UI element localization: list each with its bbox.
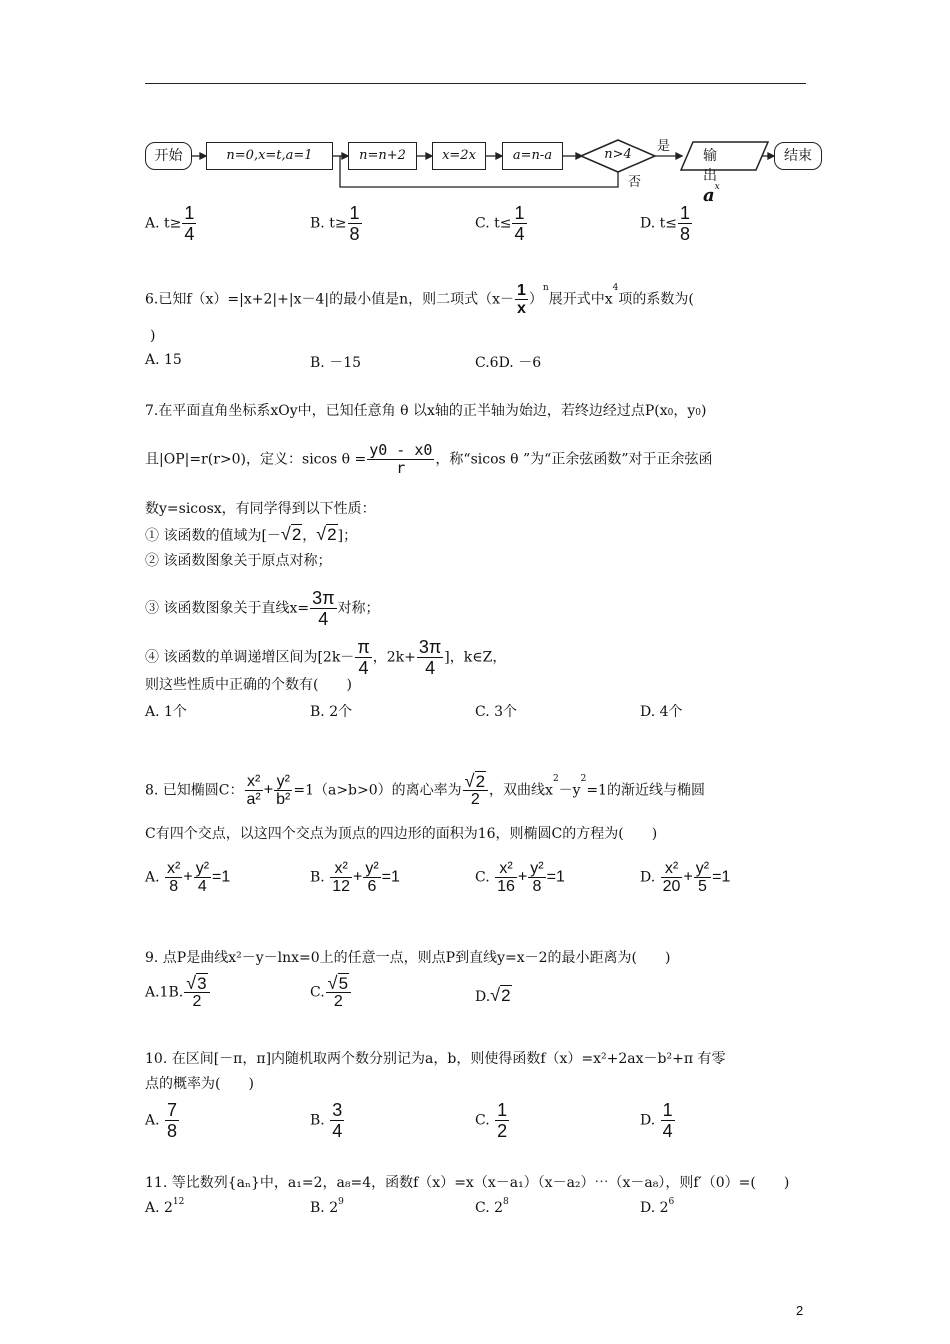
flow-yes-label: 是 [657, 139, 671, 154]
flow-output-expr: a [703, 185, 715, 206]
q9-c-root: 5 [338, 974, 349, 993]
q8-a-d2: 4 [197, 878, 207, 895]
q8-a2: a² [246, 791, 261, 808]
q11-a-label: A. 2 [145, 1200, 173, 1216]
q6-text4: 项的系数为( [618, 291, 694, 308]
q8-c-label: C. [475, 869, 490, 886]
q7-prop2: ② 该函数图象关于原点对称； [145, 553, 332, 569]
q7-p4-d2: 4 [425, 658, 436, 678]
q8-b-d2: 6 [367, 878, 377, 895]
flow-init: n=0,x=t,a=1 [206, 142, 333, 170]
q6-frac-num: 1 [517, 282, 526, 299]
q8-option-a: A. $\frac{\text{x²}}{8}$ + $\frac{\text{y²}}{4}$ =1 [145, 860, 231, 895]
q7-sqrt2: √2 [316, 524, 337, 544]
q8-d-label: D. [640, 869, 656, 886]
q7-p1a: ① 该函数的值域为[－ [145, 528, 281, 544]
q6-text3: 展开式中x [548, 291, 613, 308]
q8-a-label: A. [145, 869, 160, 886]
q7-p3-frac [310, 588, 336, 629]
q7-p4b: ，2k+ [372, 649, 416, 666]
q11-d-sup: 6 [668, 1197, 675, 1207]
q9-c-den: 2 [333, 993, 343, 1010]
q6-option-cd: C.6D. －6 [475, 355, 542, 371]
q10-b-label: B. [310, 1112, 325, 1129]
q7-frac-num: y0 - x0 [369, 441, 433, 459]
q7-p4-n1: π [357, 637, 370, 657]
q10-a-label: A. [145, 1112, 160, 1129]
q10-option-b [310, 1100, 345, 1141]
q7-sqrt1: √2 [280, 524, 302, 544]
q8-e-frac [463, 773, 488, 808]
q5-d-den: 8 [679, 224, 690, 244]
q7-p4-d1: 4 [358, 658, 369, 678]
q5-a-frac [182, 203, 196, 244]
q8-c-eq: =1 [546, 868, 565, 886]
q9-d-label: D. [475, 989, 491, 1005]
q11-a-sup: 12 [172, 1197, 185, 1207]
q5-c-label: C. t≤ [475, 215, 512, 232]
q8-e-num-val: 2 [475, 772, 486, 791]
q8-line2: C有四个交点，以这四个交点为顶点的四边形的面积为16，则椭圆C的方程为( ) [145, 826, 658, 842]
q7-l1c: ) [701, 403, 707, 419]
q7-line3: 数y=sicosx，有同学得到以下性质： [145, 501, 376, 517]
q7-option-c: C. 3个 [475, 704, 518, 720]
header-rule [145, 83, 806, 84]
q10-option-c [475, 1100, 510, 1141]
q11-option-b [310, 1197, 344, 1216]
q7-option-a: A. 1个 [145, 704, 187, 720]
q10-c-label: C. [475, 1112, 490, 1129]
q5-d-label: D. t≤ [640, 215, 677, 232]
q7-l2b: ，称“sicos θ ”为“正余弦函数”对于正余弦函 [435, 451, 713, 468]
q7-p3-num: 3π [312, 588, 335, 608]
q9-d-root: 2 [501, 986, 511, 1005]
flow-output-sup: x [714, 182, 720, 192]
q7-l1a: 7.在平面直角坐标系xOy中，已知任意角 θ 以x轴的正半轴为始边，若终边经过点P(x [145, 403, 668, 419]
q8-option-d: D. $\frac{\text{x²}}{20}$ + $\frac{\text{y²}}{5}$ =1 [640, 860, 731, 895]
q9-b-num: √3 [184, 975, 209, 993]
q6-option-b: B. －15 [310, 355, 362, 371]
q7-p4c: ]，k∈Z， [444, 649, 507, 666]
q10-option-a [145, 1100, 180, 1141]
q8-a-xfrac [165, 860, 182, 895]
q8-e-num: √2 [463, 773, 488, 791]
q9-b-frac [184, 975, 209, 1010]
q8-l1d: －y [558, 782, 581, 799]
q9-stem: 9. 点P是曲线x²－y－lnx=0上的任意一点，则点P到直线y=x－2的最小距离为( ) [145, 950, 671, 966]
q8-a-d1: 8 [169, 878, 179, 895]
q10-c-frac [495, 1100, 509, 1141]
q7-p1c: ]； [337, 528, 358, 544]
q8-a-y2: y² [195, 860, 210, 877]
q8-a-eq: =1 [212, 868, 231, 886]
q8-x-frac [245, 773, 263, 808]
q8-x2: x² [245, 773, 263, 791]
q11-b-sup: 9 [338, 1197, 344, 1207]
q5-c-frac [512, 203, 526, 244]
q8-l1e: =1的渐近线与椭圆 [586, 782, 705, 799]
q7-prop4 [145, 637, 506, 678]
q7-option-d: D. 4个 [640, 704, 683, 720]
q10-a-frac [165, 1100, 179, 1141]
flow-output-label: 输出 [703, 148, 717, 184]
q8-e-den: 2 [470, 791, 480, 808]
q9-option-ab [145, 975, 211, 1010]
q9-c-frac [326, 975, 351, 1010]
q9-d-sqrt: √2 [490, 985, 511, 1005]
q10-a-den: 8 [167, 1121, 178, 1141]
q11-option-d [640, 1197, 675, 1216]
flow-output [703, 145, 720, 206]
q8-sup2b: 2 [580, 774, 587, 784]
q7-option-b: B. 2个 [310, 704, 353, 720]
q6-text1: 6.已知f（x）=|x+2|+|x－4|的最小值是n，则二项式（x－ [145, 291, 515, 308]
q8-d-eq: =1 [712, 868, 731, 886]
q8-c-d2: 8 [532, 878, 542, 895]
q8-c-x2: x² [495, 860, 517, 878]
q10-option-d [640, 1100, 676, 1141]
q6-frac [515, 282, 528, 317]
q5-a-num: 1 [184, 203, 195, 223]
q6-sup-n: n [542, 283, 549, 293]
q6-sup4: 4 [612, 283, 619, 293]
q10-line2: 点的概率为( ) [145, 1076, 254, 1092]
q7-line2 [145, 442, 712, 477]
q8-b-xfrac [330, 860, 352, 895]
q7-p3-den: 4 [318, 609, 329, 629]
q8-b-d1: 12 [332, 878, 350, 895]
q9-option-c [310, 975, 352, 1010]
q10-a-num: 7 [167, 1100, 178, 1120]
q8-d-d2: 5 [697, 878, 707, 895]
q8-l1a: 8. 已知椭圆C： [145, 782, 244, 799]
q7-l1b: ，y [673, 403, 696, 419]
q8-l1c: ，双曲线x [489, 782, 553, 799]
flow-step-n: n=n+2 [348, 142, 417, 170]
q8-c-d1: 16 [497, 878, 515, 895]
page-number: 2 [796, 1303, 804, 1318]
q7-frac-den: r [396, 459, 406, 477]
flow-step-x: x=2x [432, 142, 486, 170]
q8-b-yfrac [363, 860, 380, 895]
q11-d-label: D. 2 [640, 1200, 669, 1216]
q10-d-label: D. [640, 1112, 656, 1129]
q11-b-label: B. 2 [310, 1200, 339, 1216]
q7-prop3 [145, 588, 380, 629]
q5-b-label: B. t≥ [310, 215, 347, 232]
q11-c-sup: 8 [503, 1197, 509, 1207]
q10-b-den: 4 [332, 1121, 343, 1141]
q10-b-frac [330, 1100, 344, 1141]
q7-p3b: 对称； [337, 600, 380, 617]
q8-a-yfrac [194, 860, 211, 895]
q8-a-x2: x² [167, 860, 181, 877]
q8-d-yfrac [694, 860, 711, 895]
q7-p1b: ， [302, 528, 317, 544]
q7-line4: 则这些性质中正确的个数有( ) [145, 677, 352, 693]
q9-b-den: 2 [192, 993, 202, 1010]
q7-p4-frac2 [417, 637, 443, 678]
q8-y2: y² [274, 773, 292, 791]
q11-option-c [475, 1197, 509, 1216]
q7-sqrt1-val: 2 [291, 525, 302, 544]
q7-sub0: 0 [667, 408, 674, 418]
q11-stem: 11. 等比数列{aₙ}中，a₁=2，a₈=4，函数f（x）=x（x－a₁）（x－a₂）⋯（x－a₈），则f′（0）=( ) [145, 1175, 790, 1191]
q8-sup2a: 2 [552, 774, 559, 784]
q5-b-frac [348, 203, 362, 244]
q8-c-y2: y² [530, 860, 544, 877]
q9-option-d [475, 985, 512, 1006]
q6-close: ) [150, 328, 156, 344]
q5-option-a [145, 203, 197, 244]
q6-option-a: A. 15 [145, 352, 182, 368]
q8-d-xfrac [661, 860, 683, 895]
q10-line1: 10. 在区间[－π，π]内随机取两个数分别记为a，b，则使得函数f（x）=x²+2ax－b²+π 有零 [145, 1051, 726, 1067]
q5-c-num: 1 [514, 203, 525, 223]
q7-sub0b: 0 [695, 408, 702, 418]
q8-d-x2: x² [661, 860, 683, 878]
q8-b-x2: x² [330, 860, 352, 878]
q9-b-root: 3 [197, 974, 207, 993]
q8-d-y2: y² [695, 860, 710, 877]
q10-d-frac [661, 1100, 675, 1141]
flow-end: 结束 [774, 142, 822, 170]
q8-c-yfrac [528, 860, 545, 895]
q8-d-d1: 20 [662, 878, 681, 895]
q5-d-num: 1 [679, 203, 690, 223]
q5-a-den: 4 [184, 224, 195, 244]
q5-b-den: 8 [349, 224, 360, 244]
q11-option-a [145, 1197, 185, 1216]
q10-b-num: 3 [332, 1100, 343, 1120]
q6-stem [145, 282, 694, 317]
q8-b2: b² [276, 791, 291, 808]
q10-d-den: 4 [662, 1121, 673, 1141]
q9-c-num: √5 [326, 975, 351, 993]
q8-b-label: B. [310, 869, 325, 886]
q11-c-label: C. 2 [475, 1200, 504, 1216]
q6-text2: ） [528, 291, 543, 308]
q9-c-label: C. [310, 984, 325, 1001]
q8-b-y2: y² [365, 860, 379, 877]
q6-frac-den: x [517, 300, 526, 317]
q5-c-den: 4 [514, 224, 525, 244]
q10-c-num: 1 [497, 1100, 508, 1120]
q5-d-frac [678, 203, 692, 244]
q8-option-b: B. $\frac{\text{x²}}{12}$ + $\frac{\text{y²}}{6}$ =1 [310, 860, 400, 895]
q5-option-c [475, 203, 528, 244]
flow-start: 开始 [145, 142, 192, 170]
q7-p4-frac1 [355, 637, 371, 678]
q8-y-frac [274, 773, 292, 808]
q5-a-label: A. t≥ [145, 215, 182, 232]
flow-condition: n>4 [604, 147, 632, 162]
q7-sicos-frac [367, 442, 434, 477]
q7-l2a: 且|OP|=r(r>0)，定义：sicos θ = [145, 451, 367, 468]
q7-p4-n2: 3π [418, 637, 442, 657]
q7-p3a: ③ 该函数图象关于直线x= [145, 600, 310, 617]
q5-option-b [310, 203, 363, 244]
q8-l1b: =1（a>b>0）的离心率为 [293, 782, 462, 799]
flow-step-a: a=n-a [502, 142, 563, 170]
q7-line1 [145, 402, 707, 420]
q8-c-xfrac [495, 860, 517, 895]
q7-sqrt2-val: 2 [327, 525, 337, 544]
q7-prop1 [145, 525, 357, 545]
q7-p4a: ④ 该函数的单调递增区间为[2k－ [145, 649, 355, 666]
q8-line1: 8. 已知椭圆C： $\frac{\text{x²}}{\text{a²}}$ + $\frac{\text{y²}}{\text{b²}}$ =1（a>b>0）的离心率为 $\frac{√2}{2}$ ，双曲线$x^2-y^2=1$的渐近线与椭圆 [145, 771, 705, 808]
flow-no-label: 否 [628, 175, 642, 190]
q10-c-den: 2 [497, 1121, 508, 1141]
q10-d-num: 1 [662, 1100, 673, 1120]
q8-option-c: C. $\frac{\text{x²}}{16}$ + $\frac{\text{y²}}{8}$ =1 [475, 860, 565, 895]
q5-option-d [640, 203, 693, 244]
q8-b-eq: =1 [381, 868, 400, 886]
q5-b-num: 1 [349, 203, 360, 223]
q9-ab-label: A.1B. [145, 984, 184, 1001]
